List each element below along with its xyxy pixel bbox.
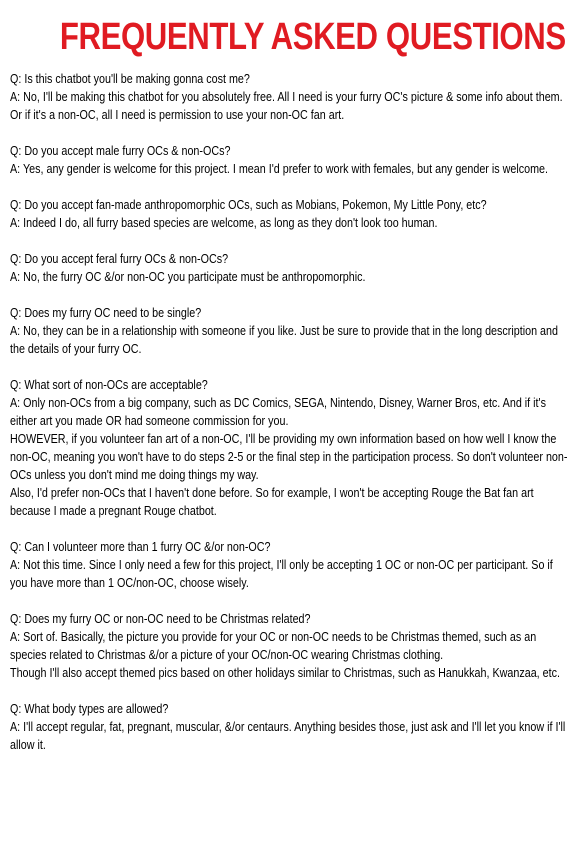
faq-question: Q: What sort of non-OCs are acceptable? (10, 378, 208, 392)
faq-item (10, 250, 569, 286)
page-title: FREQUENTLY ASKED QUESTIONS (59, 16, 566, 58)
faq-question: Q: Can I volunteer more than 1 furry OC &/or non-OC? (10, 540, 271, 554)
faq-item (10, 376, 569, 520)
faq-answer: A: Sort of. Basically, the picture you provide for your OC or non-OC needs to be Christmas themed, such as an species related to Christmas &/or a picture of your OC/non-OC wearing Christmas clothing. (10, 630, 537, 662)
faq-item (10, 610, 569, 682)
faq-question: Q: Does my furry OC need to be single? (10, 306, 202, 320)
faq-answer: A: No, they can be in a relationship with someone if you like. Just be sure to provide that in the long description and the details of your furry OC. (10, 324, 558, 356)
faq-answer: Though I'll also accept themed pics based on other holidays similar to Christmas, such as Hanukkah, Kwanzaa, etc. (10, 666, 560, 680)
faq-list (10, 70, 569, 754)
faq-answer: A: I'll accept regular, fat, pregnant, muscular, &/or centaurs. Anything besides those, just ask and I'll let you know if I'll allow it. (10, 720, 566, 752)
faq-answer: A: No, the furry OC &/or non-OC you participate must be anthropomorphic. (10, 270, 366, 284)
faq-item (10, 700, 569, 754)
faq-question: Q: Does my furry OC or non-OC need to be Christmas related? (10, 612, 311, 626)
faq-question: Q: Do you accept fan-made anthropomorphic OCs, such as Mobians, Pokemon, My Little Pony, etc? (10, 198, 487, 212)
faq-answer: Also, I'd prefer non-OCs that I haven't done before. So for example, I won't be accepting Rouge the Bat fan art because I made a pregnant Rouge chatbot. (10, 486, 534, 518)
faq-answer: A: No, I'll be making this chatbot for you absolutely free. All I need is your furry OC's picture & some info about them. Or if it's a non-OC, all I need is permission to use your non-OC fan art. (10, 90, 563, 122)
faq-answer: A: Not this time. Since I only need a few for this project, I'll only be accepting 1 OC or non-OC per participant. So if you have more than 1 OC/non-OC, choose wisely. (10, 558, 553, 590)
faq-question: Q: Do you accept male furry OCs & non-OCs? (10, 144, 231, 158)
faq-answer: A: Yes, any gender is welcome for this project. I mean I'd prefer to work with females, but any gender is welcome. (10, 162, 549, 176)
faq-item (10, 142, 569, 178)
faq-item (10, 304, 569, 358)
faq-answer: A: Only non-OCs from a big company, such as DC Comics, SEGA, Nintendo, Disney, Warner Bros, etc. And if it's either art you made OR had someone commission for you. (10, 396, 546, 428)
faq-question: Q: What body types are allowed? (10, 702, 169, 716)
faq-item (10, 538, 569, 592)
faq-item (10, 196, 569, 232)
faq-answer: A: Indeed I do, all furry based species are welcome, as long as they don't look too human. (10, 216, 438, 230)
faq-answer: HOWEVER, if you volunteer fan art of a non-OC, I'll be providing my own information based on how well I know the non-OC, meaning you won't have to do steps 2-5 or the final step in the participation process. So don't volunteer non-OCs unless you don't mind me doing things my way. (10, 432, 568, 482)
faq-question: Q: Is this chatbot you'll be making gonna cost me? (10, 72, 250, 86)
faq-question: Q: Do you accept feral furry OCs & non-OCs? (10, 252, 229, 266)
faq-item (10, 70, 569, 124)
